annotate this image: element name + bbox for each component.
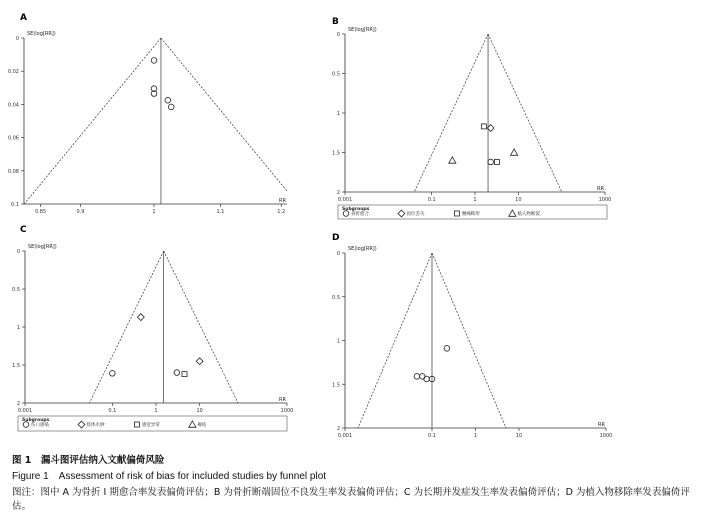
y-tick-label: 2 (336, 190, 340, 196)
y-tick-label: 0.1 (11, 202, 19, 208)
legend-marker-diamond (78, 421, 85, 428)
legend-entry-label: 褥疮 (197, 423, 207, 428)
y-tick-label: 0 (336, 32, 340, 38)
legend-title: Subgroups (22, 418, 50, 423)
x-tick-label: 1.1 (216, 209, 225, 215)
y-tick-label: 1 (336, 111, 340, 117)
funnel-lines (24, 38, 298, 204)
y-tick-label: 0.04 (7, 102, 19, 109)
x-tick-label: 10 (515, 197, 522, 203)
x-tick-label: 0.9 (76, 209, 85, 215)
panel-label: C (20, 225, 27, 235)
y-tick-label: 0.02 (7, 69, 19, 76)
study-point-square (182, 372, 187, 377)
funnel-right-boundary (432, 253, 506, 428)
legend-title: Subgroups (342, 207, 370, 212)
legend-marker-diamond (398, 210, 405, 217)
y-tick-label: 0 (15, 36, 19, 42)
y-tick-label: 0.5 (12, 287, 20, 293)
y-tick-label: 0 (336, 251, 340, 257)
funnel-plot-d (332, 233, 612, 439)
legend-entry-label: 伤口感染 (31, 423, 49, 428)
figure-title-en: Figure 1 Assessment of risk of bias for included studies by funnel plot (12, 471, 327, 482)
x-axis-label: RR (279, 397, 286, 403)
legend-entry-label: 肢体水肿 (86, 423, 105, 428)
funnel-right-boundary (164, 251, 238, 403)
y-tick-label: 1 (336, 338, 340, 345)
figure-title-zh: 图 1 漏斗图评估纳入文献偏倚风险 (12, 455, 165, 466)
x-tick-label: 1 (473, 197, 477, 203)
y-tick-label: 1.5 (332, 382, 340, 389)
legend-marker-square (454, 211, 459, 216)
y-tick-label: 1.5 (332, 150, 340, 157)
funnel-left-boundary (358, 253, 432, 428)
y-tick-label: 2 (336, 426, 340, 432)
funnel-lines (358, 253, 506, 428)
x-tick-label: 0.001 (337, 433, 353, 439)
panel-label: D (332, 233, 340, 243)
y-axis-label: SE(log[RR]) (348, 27, 377, 33)
study-point-circle (414, 374, 420, 380)
study-point-circle (420, 374, 426, 380)
study-point-circle (424, 376, 430, 382)
x-tick-label: 1 (152, 209, 156, 215)
x-tick-label: 0.85 (35, 209, 47, 215)
x-tick-label: 1000 (599, 433, 613, 439)
funnel-lines (414, 34, 562, 192)
y-tick-label: 0.06 (7, 135, 19, 142)
x-tick-label: 0.1 (428, 433, 436, 439)
y-axis-label: SE(log[RR]) (348, 246, 377, 252)
legend-entry-label: 感觉异常 (141, 423, 160, 428)
x-tick-label: 1 (473, 433, 478, 439)
y-tick-label: 2 (16, 401, 20, 407)
y-tick-label: 0.08 (7, 168, 19, 175)
y-tick-label: 1.5 (12, 363, 20, 369)
y-tick-label: 0.5 (332, 294, 340, 301)
funnel-right-boundary (488, 34, 562, 192)
funnel-right-boundary (161, 38, 298, 204)
funnel-plot-a (8, 13, 298, 215)
study-point-circle (444, 346, 450, 352)
funnel-lines (89, 251, 238, 403)
panel-label: B (332, 17, 339, 27)
study-point-square (494, 159, 499, 164)
figure-note: 图注：图中 A 为骨折 I 期愈合率发表偏倚评估；B 为骨折断端固位不良发生率发表偏倚评估；C 为长期并发症发生率发表偏倚评估；D 为植入物移除率发表偏倚评估。 (12, 487, 690, 512)
subgroup-legend (18, 416, 287, 431)
y-tick-label: 0.5 (332, 71, 340, 78)
funnel-plot-b (332, 17, 611, 219)
funnel-left-boundary (414, 34, 488, 192)
x-tick-label: 0.001 (337, 197, 353, 203)
funnel-plot-c (12, 225, 293, 431)
study-point-circle (151, 58, 157, 64)
subgroup-legend (338, 205, 607, 219)
x-axis-label: RR (279, 198, 286, 204)
study-point-diamond (137, 314, 144, 321)
study-point-circle (168, 104, 174, 110)
x-tick-label: 1.2 (277, 209, 286, 215)
study-point-square (481, 124, 486, 129)
y-axis-label: SE(log[RR]) (28, 244, 57, 250)
funnel-left-boundary (24, 38, 161, 204)
legend-entry-label: 骨折愈合 (351, 212, 369, 217)
legend-entry-label: 腰痛畸形 (461, 212, 480, 217)
x-tick-label: 10 (515, 433, 523, 439)
x-tick-label: 1000 (280, 408, 294, 414)
funnel-left-boundary (89, 251, 163, 403)
study-point-circle (488, 159, 494, 165)
study-point-triangle (511, 149, 518, 155)
x-tick-label: 0.1 (108, 408, 117, 414)
x-tick-label: 0.001 (17, 408, 33, 414)
panel-label: A (20, 13, 27, 23)
legend-entry-label: 植入物断裂 (517, 212, 540, 217)
y-tick-label: 1 (16, 325, 20, 331)
legend-marker-square (134, 422, 139, 427)
x-tick-label: 1 (154, 408, 158, 414)
study-point-circle (165, 97, 171, 103)
y-tick-label: 0 (16, 249, 20, 255)
x-tick-label: 10 (196, 408, 203, 414)
legend-marker-triangle (189, 421, 196, 427)
legend-marker-triangle (509, 210, 516, 216)
x-tick-label: 0.1 (427, 197, 436, 203)
x-axis-label: RR (597, 186, 604, 192)
y-axis-label: SE(log[RR]) (27, 31, 56, 37)
study-point-triangle (449, 157, 456, 163)
study-point-diamond (196, 358, 203, 365)
study-point-circle (174, 370, 180, 376)
x-axis-label: RR (598, 422, 605, 428)
x-tick-label: 1000 (598, 197, 612, 203)
study-point-circle (110, 371, 116, 377)
legend-entry-label: 固位丢失 (406, 212, 425, 217)
